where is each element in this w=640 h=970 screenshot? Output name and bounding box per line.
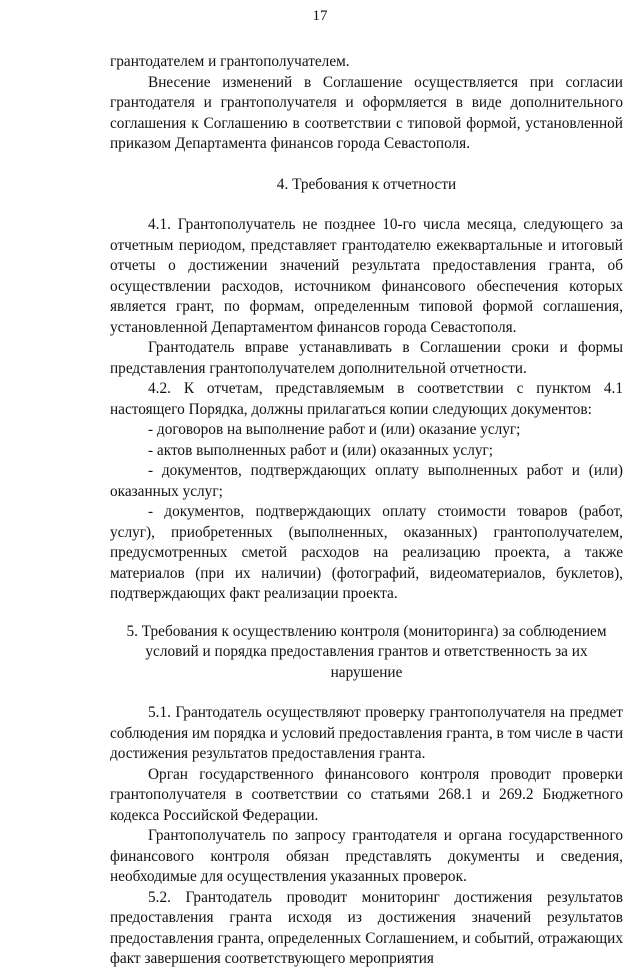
- list-item-contracts: - договоров на выполнение работ и (или) оказание услуг;: [148, 421, 521, 438]
- paragraph-continuation: грантодателем и грантополучателем.: [110, 53, 350, 70]
- paragraph-additional-reporting: Грантодатель вправе устанавливать в Соглашении сроки и формы представления грантополучателем дополнительной отчетности.: [110, 339, 623, 377]
- document-body: [110, 52, 623, 970]
- list-item-acts: - актов выполненных работ и (или) оказанных услуг;: [148, 441, 494, 459]
- section-heading-5: 5. Требования к осуществлению контроля (мониторинга) за соблюдением условий и порядка предоставления грантов и ответственность за их нарушение: [126, 622, 607, 681]
- paragraph-documents-request: Грантополучатель по запросу грантодателя и органа государственного финансового контроля обязан представлять документы и сведения, необходимые для осуществления указанных проверок.: [110, 827, 623, 885]
- paragraph-5-1: 5.1. Грантодатель осуществляют проверку грантополучателя на предмет соблюдения им порядка и условий предоставления гранта, в том числе в части достижения результатов предоставления гранта.: [110, 704, 623, 762]
- paragraph-4-2: 4.2. К отчетам, представляемым в соответствии с пунктом 4.1 настоящего Порядка, должны прилагаться копии следующих документов:: [110, 380, 623, 418]
- paragraph-agreement-changes: Внесение изменений в Соглашение осуществляется при согласии грантодателя и грантополучателя и оформляется в виде дополнительного соглашения к Соглашению в соответствии с типовой формой, установленной приказом Департамента финансов города Севастополя.: [110, 73, 623, 152]
- section-heading-4: 4. Требования к отчетности: [276, 175, 457, 193]
- page-number: 17: [312, 8, 328, 24]
- list-item-payment-docs: - документов, подтверждающих оплату выполненных работ и (или) оказанных услуг;: [110, 462, 623, 500]
- paragraph-4-1: 4.1. Грантополучатель не позднее 10-го числа месяца, следующего за отчетным периодом, представляет грантодателю ежеквартальные и итоговый отчеты о достижении значений результата предоставления гранта, об осуществлении расходов, источником финансового обеспечения которых является грант, по формам, определенным типовой формой соглашения, установленной Департаментом финансов города Севастополя.: [110, 216, 623, 336]
- list-item-goods-payment-docs: - документов, подтверждающих оплату стоимости товаров (работ, услуг), приобретенных (выполненных, оказанных) грантополучателем, предусмотренных сметой расходов на реализацию проекта, а также материалов (при их наличии) (фотографий, видеоматериалов, буклетов), подтверждающих факт реализации проекта.: [110, 503, 623, 602]
- paragraph-5-2: 5.2. Грантодатель проводит мониторинг достижения результатов предоставления гранта исходя из достижения значений результатов предоставления гранта, определенных Соглашением, и событий, отражающих факт завершения соответствующего мероприятия: [110, 888, 623, 967]
- paragraph-financial-control: Орган государственного финансового контроля проводит проверки грантополучателя в соответствии со статьями 268.1 и 269.2 Бюджетного кодекса Российской Федерации.: [110, 765, 623, 824]
